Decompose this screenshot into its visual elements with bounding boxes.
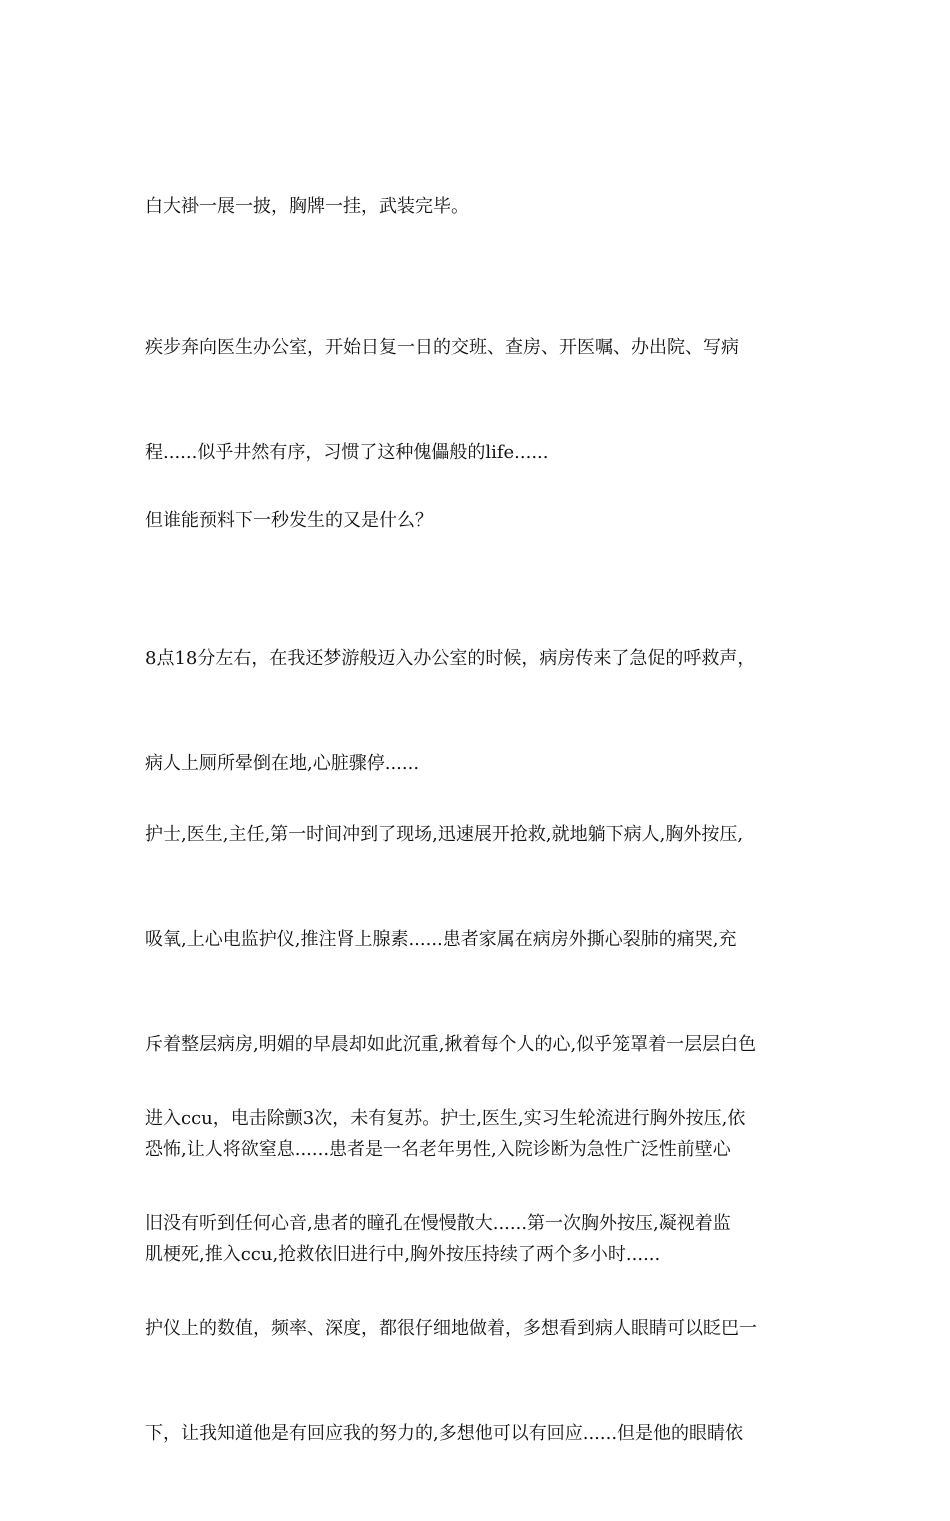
text-line: 8点18分左右，在我还梦游般迈入办公室的时候，病房传来了急促的呼救声，	[145, 648, 756, 669]
text-line: 进入ccu，电击除颤3次，未有复苏。护士,医生,实习生轮流进行胸外按压,依	[145, 1108, 746, 1129]
text-line: 吸氧,上心电监护仪,推注肾上腺素......患者家属在病房外撕心裂肺的痛哭,充	[145, 929, 737, 950]
text-line: 白大褂一展一披，胸牌一挂，武装完毕。	[145, 196, 469, 217]
text-line: 旧没有听到任何心音,患者的瞳孔在慢慢散大......第一次胸外按压,凝视着监	[145, 1213, 731, 1234]
text-line: 程......似乎井然有序，习惯了这种傀儡般的life......	[145, 442, 549, 463]
text-line: 下，让我知道他是有回应我的努力的,多想他可以有回应......但是他的眼睛依	[145, 1423, 744, 1444]
text-line: 疾步奔向医生办公室，开始日复一日的交班、查房、开医嘱、办出院、写病	[145, 337, 739, 358]
paragraph-ccu	[145, 1031, 815, 1521]
text-line: 但谁能预料下一秒发生的又是什么？	[145, 510, 433, 531]
text-line: 恐怖,让人将欲窒息......患者是一名老年男性,入院诊断为急性广泛性前壁心	[145, 1139, 731, 1160]
text-line: 肌梗死,推入ccu,抢救依旧进行中,胸外按压持续了两个多小时......	[145, 1244, 661, 1265]
text-line: 护仪上的数值，频率、深度，都很仔细地做着，多想看到病人眼睛可以眨巴一	[145, 1318, 757, 1339]
text-line: 病人上厕所晕倒在地,心脏骤停......	[145, 753, 420, 774]
text-line: 护士,医生,主任,第一时间冲到了现场,迅速展开抢救,就地躺下病人,胸外按压,	[145, 824, 744, 845]
text-line: 斥着整层病房,明媚的早晨却如此沉重,揪着每个人的心,似乎笼罩着一层层白色	[145, 1034, 757, 1055]
